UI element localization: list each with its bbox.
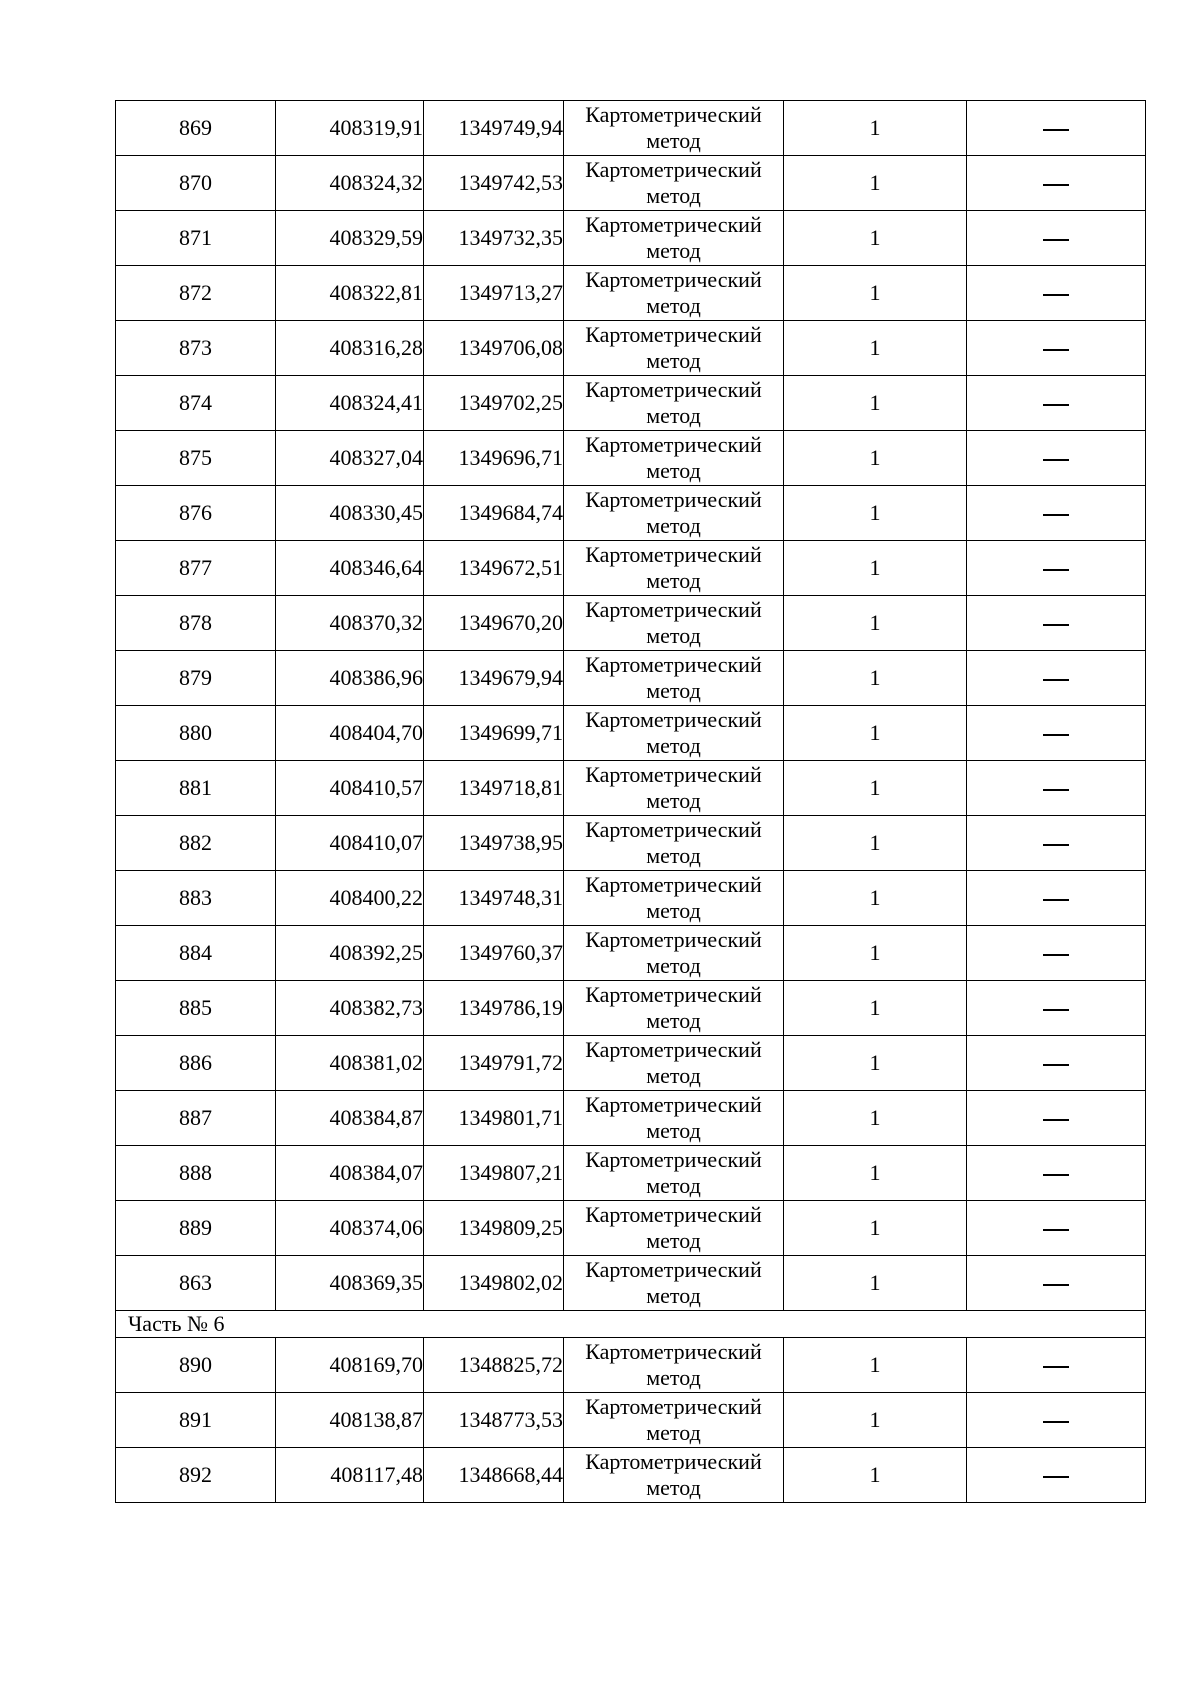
- accuracy-cell: 1: [784, 321, 967, 376]
- x-coordinate-cell: 408322,81: [276, 266, 424, 321]
- dash-mark: [1043, 184, 1069, 186]
- y-coordinate-cell: 1348773,53: [424, 1393, 564, 1448]
- method-text-line1: Картометрический: [585, 762, 762, 787]
- method-text-line2: метод: [646, 1475, 701, 1500]
- dash-mark: [1043, 129, 1069, 131]
- y-coordinate-cell: 1348825,72: [424, 1338, 564, 1393]
- point-number-cell: 886: [116, 1036, 276, 1091]
- description-cell: [967, 816, 1146, 871]
- dash-mark: [1043, 1284, 1069, 1286]
- accuracy-cell: 1: [784, 1036, 967, 1091]
- method-text-line1: Картометрический: [585, 707, 762, 732]
- dash-mark: [1043, 1366, 1069, 1368]
- table-row: [116, 266, 1146, 321]
- method-text-line1: Картометрический: [585, 1147, 762, 1172]
- method-text-line1: Картометрический: [585, 212, 762, 237]
- y-coordinate-cell: 1349809,25: [424, 1201, 564, 1256]
- table-row: [116, 1338, 1146, 1393]
- dash-mark: [1043, 239, 1069, 241]
- table-row: [116, 981, 1146, 1036]
- method-cell: [564, 486, 784, 541]
- y-coordinate-cell: 1349801,71: [424, 1091, 564, 1146]
- description-cell: [967, 926, 1146, 981]
- description-cell: [967, 871, 1146, 926]
- dash-mark: [1043, 294, 1069, 296]
- x-coordinate-cell: 408382,73: [276, 981, 424, 1036]
- dash-mark: [1043, 349, 1069, 351]
- accuracy-cell: 1: [784, 156, 967, 211]
- accuracy-cell: 1: [784, 596, 967, 651]
- description-cell: [967, 761, 1146, 816]
- method-cell: [564, 871, 784, 926]
- dash-mark: [1043, 734, 1069, 736]
- x-coordinate-cell: 408386,96: [276, 651, 424, 706]
- method-cell: [564, 156, 784, 211]
- table-row: [116, 1256, 1146, 1311]
- x-coordinate-cell: 408324,32: [276, 156, 424, 211]
- method-text-line2: метод: [646, 183, 701, 208]
- dash-mark: [1043, 404, 1069, 406]
- method-cell: [564, 706, 784, 761]
- description-cell: [967, 981, 1146, 1036]
- method-text-line1: Картометрический: [585, 872, 762, 897]
- method-text-line2: метод: [646, 1283, 701, 1308]
- x-coordinate-cell: 408381,02: [276, 1036, 424, 1091]
- method-text-line1: Картометрический: [585, 157, 762, 182]
- x-coordinate-cell: 408169,70: [276, 1338, 424, 1393]
- accuracy-cell: 1: [784, 926, 967, 981]
- table-row: [116, 1448, 1146, 1503]
- y-coordinate-cell: 1349713,27: [424, 266, 564, 321]
- table-row: [116, 101, 1146, 156]
- x-coordinate-cell: 408330,45: [276, 486, 424, 541]
- method-cell: [564, 1146, 784, 1201]
- method-text-line2: метод: [646, 1365, 701, 1390]
- table-row: [116, 1146, 1146, 1201]
- table-row: [116, 816, 1146, 871]
- accuracy-cell: 1: [784, 1393, 967, 1448]
- method-text-line1: Картометрический: [585, 597, 762, 622]
- y-coordinate-cell: 1349760,37: [424, 926, 564, 981]
- accuracy-cell: 1: [784, 1256, 967, 1311]
- table-row: [116, 211, 1146, 266]
- table-row: [116, 651, 1146, 706]
- dash-mark: [1043, 844, 1069, 846]
- method-text-line1: Картометрический: [585, 1339, 762, 1364]
- method-cell: [564, 1256, 784, 1311]
- table-row: [116, 486, 1146, 541]
- method-cell: [564, 376, 784, 431]
- x-coordinate-cell: 408329,59: [276, 211, 424, 266]
- method-text-line1: Картометрический: [585, 377, 762, 402]
- accuracy-cell: 1: [784, 1201, 967, 1256]
- point-number-cell: 876: [116, 486, 276, 541]
- point-number-cell: 884: [116, 926, 276, 981]
- method-cell: [564, 1338, 784, 1393]
- x-coordinate-cell: 408370,32: [276, 596, 424, 651]
- x-coordinate-cell: 408138,87: [276, 1393, 424, 1448]
- dash-mark: [1043, 459, 1069, 461]
- method-cell: [564, 761, 784, 816]
- point-number-cell: 871: [116, 211, 276, 266]
- table-body: [116, 101, 1146, 1503]
- method-text-line2: метод: [646, 898, 701, 923]
- point-number-cell: 885: [116, 981, 276, 1036]
- dash-mark: [1043, 1476, 1069, 1478]
- y-coordinate-cell: 1349732,35: [424, 211, 564, 266]
- point-number-cell: 879: [116, 651, 276, 706]
- accuracy-cell: 1: [784, 761, 967, 816]
- section-row: [116, 1311, 1146, 1338]
- dash-mark: [1043, 569, 1069, 571]
- accuracy-cell: 1: [784, 431, 967, 486]
- method-cell: [564, 596, 784, 651]
- description-cell: [967, 1448, 1146, 1503]
- point-number-cell: 887: [116, 1091, 276, 1146]
- method-cell: [564, 211, 784, 266]
- dash-mark: [1043, 514, 1069, 516]
- accuracy-cell: 1: [784, 1146, 967, 1201]
- x-coordinate-cell: 408346,64: [276, 541, 424, 596]
- method-cell: [564, 816, 784, 871]
- table-row: [116, 1091, 1146, 1146]
- method-text-line1: Картометрический: [585, 927, 762, 952]
- dash-mark: [1043, 1421, 1069, 1423]
- description-cell: [967, 541, 1146, 596]
- x-coordinate-cell: 408327,04: [276, 431, 424, 486]
- dash-mark: [1043, 679, 1069, 681]
- point-number-cell: 890: [116, 1338, 276, 1393]
- x-coordinate-cell: 408316,28: [276, 321, 424, 376]
- method-text-line1: Картометрический: [585, 1449, 762, 1474]
- description-cell: [967, 1036, 1146, 1091]
- dash-mark: [1043, 1119, 1069, 1121]
- table-row: [116, 1201, 1146, 1256]
- method-cell: [564, 981, 784, 1036]
- x-coordinate-cell: 408117,48: [276, 1448, 424, 1503]
- table-row: [116, 541, 1146, 596]
- method-cell: [564, 431, 784, 486]
- method-text-line2: метод: [646, 788, 701, 813]
- point-number-cell: 875: [116, 431, 276, 486]
- x-coordinate-cell: 408369,35: [276, 1256, 424, 1311]
- point-number-cell: 880: [116, 706, 276, 761]
- method-text-line1: Картометрический: [585, 1037, 762, 1062]
- table-row: [116, 706, 1146, 761]
- method-text-line1: Картометрический: [585, 487, 762, 512]
- method-cell: [564, 1091, 784, 1146]
- y-coordinate-cell: 1349791,72: [424, 1036, 564, 1091]
- dash-mark: [1043, 1064, 1069, 1066]
- method-text-line1: Картометрический: [585, 1092, 762, 1117]
- point-number-cell: 891: [116, 1393, 276, 1448]
- y-coordinate-cell: 1349807,21: [424, 1146, 564, 1201]
- description-cell: [967, 156, 1146, 211]
- table-row: [116, 871, 1146, 926]
- description-cell: [967, 1338, 1146, 1393]
- description-cell: [967, 1393, 1146, 1448]
- method-text-line2: метод: [646, 1420, 701, 1445]
- accuracy-cell: 1: [784, 871, 967, 926]
- description-cell: [967, 321, 1146, 376]
- method-text-line1: Картометрический: [585, 817, 762, 842]
- method-text-line1: Картометрический: [585, 1257, 762, 1282]
- point-number-cell: 870: [116, 156, 276, 211]
- accuracy-cell: 1: [784, 816, 967, 871]
- method-text-line2: метод: [646, 513, 701, 538]
- x-coordinate-cell: 408400,22: [276, 871, 424, 926]
- point-number-cell: 889: [116, 1201, 276, 1256]
- description-cell: [967, 1146, 1146, 1201]
- point-number-cell: 883: [116, 871, 276, 926]
- method-text-line2: метод: [646, 678, 701, 703]
- x-coordinate-cell: 408392,25: [276, 926, 424, 981]
- description-cell: [967, 596, 1146, 651]
- point-number-cell: 888: [116, 1146, 276, 1201]
- method-cell: [564, 651, 784, 706]
- y-coordinate-cell: 1349679,94: [424, 651, 564, 706]
- method-text-line2: метод: [646, 1008, 701, 1033]
- method-text-line2: метод: [646, 843, 701, 868]
- dash-mark: [1043, 1009, 1069, 1011]
- y-coordinate-cell: 1349742,53: [424, 156, 564, 211]
- method-text-line2: метод: [646, 238, 701, 263]
- x-coordinate-cell: 408374,06: [276, 1201, 424, 1256]
- method-text-line1: Картометрический: [585, 1394, 762, 1419]
- y-coordinate-cell: 1349738,95: [424, 816, 564, 871]
- accuracy-cell: 1: [784, 981, 967, 1036]
- method-cell: [564, 926, 784, 981]
- y-coordinate-cell: 1349706,08: [424, 321, 564, 376]
- x-coordinate-cell: 408404,70: [276, 706, 424, 761]
- y-coordinate-cell: 1349802,02: [424, 1256, 564, 1311]
- description-cell: [967, 1091, 1146, 1146]
- method-cell: [564, 266, 784, 321]
- description-cell: [967, 1201, 1146, 1256]
- table-row: [116, 431, 1146, 486]
- table-row: [116, 1036, 1146, 1091]
- point-number-cell: 873: [116, 321, 276, 376]
- method-cell: [564, 101, 784, 156]
- table-row: [116, 761, 1146, 816]
- description-cell: [967, 101, 1146, 156]
- description-cell: [967, 706, 1146, 761]
- point-number-cell: 882: [116, 816, 276, 871]
- method-text-line1: Картометрический: [585, 542, 762, 567]
- accuracy-cell: 1: [784, 541, 967, 596]
- description-cell: [967, 1256, 1146, 1311]
- y-coordinate-cell: 1349672,51: [424, 541, 564, 596]
- accuracy-cell: 1: [784, 266, 967, 321]
- method-cell: [564, 1393, 784, 1448]
- table-row: [116, 376, 1146, 431]
- y-coordinate-cell: 1349786,19: [424, 981, 564, 1036]
- accuracy-cell: 1: [784, 1338, 967, 1393]
- accuracy-cell: 1: [784, 101, 967, 156]
- accuracy-cell: 1: [784, 376, 967, 431]
- accuracy-cell: 1: [784, 1448, 967, 1503]
- x-coordinate-cell: 408324,41: [276, 376, 424, 431]
- y-coordinate-cell: 1349696,71: [424, 431, 564, 486]
- y-coordinate-cell: 1349749,94: [424, 101, 564, 156]
- x-coordinate-cell: 408410,07: [276, 816, 424, 871]
- description-cell: [967, 211, 1146, 266]
- method-text-line2: метод: [646, 403, 701, 428]
- y-coordinate-cell: 1349718,81: [424, 761, 564, 816]
- dash-mark: [1043, 624, 1069, 626]
- method-text-line2: метод: [646, 568, 701, 593]
- description-cell: [967, 651, 1146, 706]
- accuracy-cell: 1: [784, 211, 967, 266]
- accuracy-cell: 1: [784, 706, 967, 761]
- dash-mark: [1043, 954, 1069, 956]
- method-text-line2: метод: [646, 458, 701, 483]
- method-text-line1: Картометрический: [585, 102, 762, 127]
- point-number-cell: 872: [116, 266, 276, 321]
- dash-mark: [1043, 789, 1069, 791]
- x-coordinate-cell: 408410,57: [276, 761, 424, 816]
- method-text-line1: Картометрический: [585, 652, 762, 677]
- method-text-line2: метод: [646, 1228, 701, 1253]
- method-text-line2: метод: [646, 1173, 701, 1198]
- accuracy-cell: 1: [784, 651, 967, 706]
- method-cell: [564, 321, 784, 376]
- method-text-line2: метод: [646, 623, 701, 648]
- y-coordinate-cell: 1348668,44: [424, 1448, 564, 1503]
- method-text-line1: Картометрический: [585, 267, 762, 292]
- coordinates-table: [115, 100, 1146, 1503]
- point-number-cell: 892: [116, 1448, 276, 1503]
- point-number-cell: 874: [116, 376, 276, 431]
- description-cell: [967, 431, 1146, 486]
- x-coordinate-cell: 408319,91: [276, 101, 424, 156]
- method-text-line1: Картометрический: [585, 432, 762, 457]
- method-text-line1: Картометрический: [585, 1202, 762, 1227]
- point-number-cell: 878: [116, 596, 276, 651]
- description-cell: [967, 376, 1146, 431]
- dash-mark: [1043, 899, 1069, 901]
- method-text-line2: метод: [646, 348, 701, 373]
- x-coordinate-cell: 408384,87: [276, 1091, 424, 1146]
- method-cell: [564, 1201, 784, 1256]
- method-text-line2: метод: [646, 128, 701, 153]
- y-coordinate-cell: 1349699,71: [424, 706, 564, 761]
- point-number-cell: 869: [116, 101, 276, 156]
- y-coordinate-cell: 1349702,25: [424, 376, 564, 431]
- table-row: [116, 1393, 1146, 1448]
- method-text-line2: метод: [646, 1063, 701, 1088]
- y-coordinate-cell: 1349748,31: [424, 871, 564, 926]
- method-text-line2: метод: [646, 1118, 701, 1143]
- table-row: [116, 596, 1146, 651]
- point-number-cell: 863: [116, 1256, 276, 1311]
- point-number-cell: 877: [116, 541, 276, 596]
- description-cell: [967, 486, 1146, 541]
- method-text-line2: метод: [646, 953, 701, 978]
- accuracy-cell: 1: [784, 1091, 967, 1146]
- method-text-line2: метод: [646, 733, 701, 758]
- accuracy-cell: 1: [784, 486, 967, 541]
- dash-mark: [1043, 1229, 1069, 1231]
- description-cell: [967, 266, 1146, 321]
- dash-mark: [1043, 1174, 1069, 1176]
- method-cell: [564, 541, 784, 596]
- table-row: [116, 156, 1146, 211]
- method-text-line1: Картометрический: [585, 322, 762, 347]
- method-text-line2: метод: [646, 293, 701, 318]
- section-label: Часть № 6: [116, 1311, 1146, 1338]
- method-text-line1: Картометрический: [585, 982, 762, 1007]
- table-row: [116, 926, 1146, 981]
- point-number-cell: 881: [116, 761, 276, 816]
- x-coordinate-cell: 408384,07: [276, 1146, 424, 1201]
- method-cell: [564, 1036, 784, 1091]
- y-coordinate-cell: 1349684,74: [424, 486, 564, 541]
- table-row: [116, 321, 1146, 376]
- method-cell: [564, 1448, 784, 1503]
- y-coordinate-cell: 1349670,20: [424, 596, 564, 651]
